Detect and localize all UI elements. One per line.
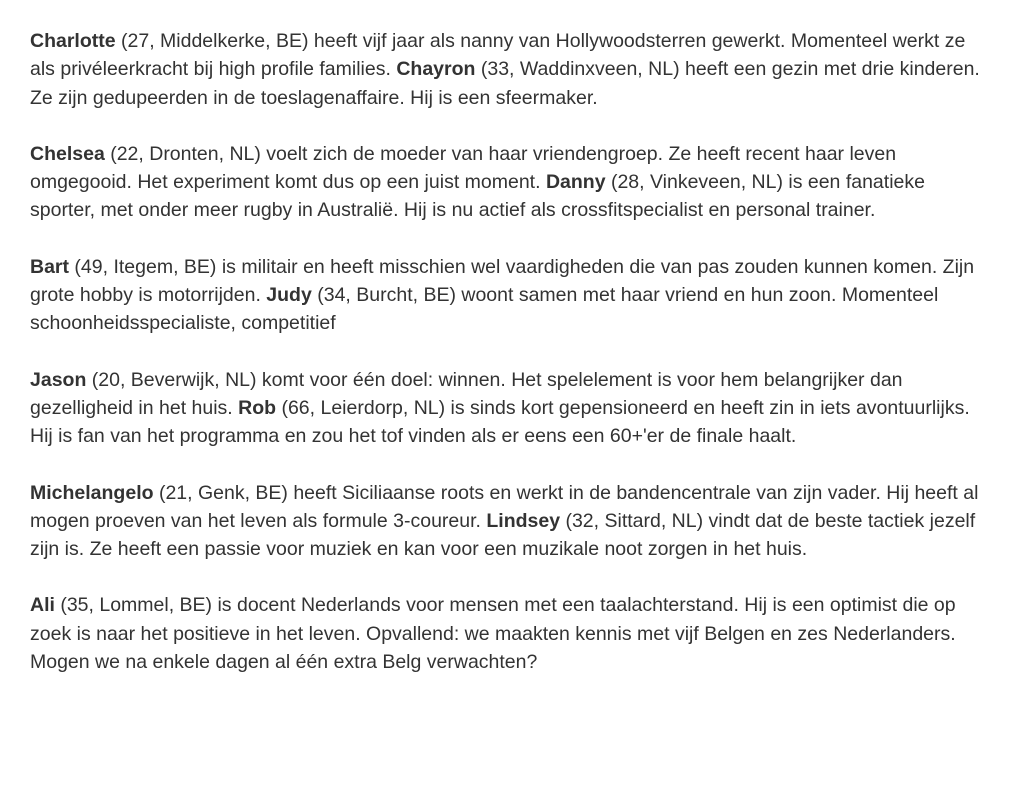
name-judy: Judy [266,284,312,307]
article-body [30,27,988,704]
bio-chelsea: (22, Dronten, NL) voelt zich de moeder van haar vriendengroep. Ze heeft recent haar leven omgegooid. Het experiment komt dus op een juist moment. [30,142,897,194]
paragraph-charlotte-chayron [30,27,988,112]
bio-ali: (35, Lommel, BE) is docent Nederlands voor mensen met een taalachterstand. Hij is een optimist die op zoek is naar het positieve in het leven. Opvallend: we maakten kennis met vijf Belgen en zes Nederlanders. Mogen we na enkele dagen al één extra Belg verwachten? [30,594,956,674]
name-rob: Rob [238,396,277,419]
name-danny: Danny [545,171,606,194]
paragraph-ali [30,591,988,676]
name-bart: Bart [30,255,70,278]
bio-danny: (28, Vinkeveen, NL) is een fanatieke sporter, met onder meer rugby in Australië. Hij is nu actief als crossfitspecialist en personal trainer. [30,171,925,222]
paragraph-michelangelo-lindsey [30,479,988,564]
name-charlotte: Charlotte [30,30,116,52]
bio-lindsey: (32, Sittard, NL) vindt dat de beste tactiek jezelf zijn is. Ze heeft een passie voor muziek en kan voor een muzikale noot zorgen in het huis. [30,509,976,561]
name-chelsea: Chelsea [30,142,105,165]
paragraph-bart-judy [30,253,988,338]
paragraph-jason-rob [30,366,988,451]
name-jason: Jason [30,368,87,391]
bio-rob: (66, Leierdorp, NL) is sinds kort gepensioneerd en heeft zin in iets avontuurlijks. Hij is fan van het programma en zou het tof vinden als er eens een 60+'er de finale haalt. [30,396,970,448]
bio-michelangelo: (21, Genk, BE) heeft Siciliaanse roots en werkt in de bandencentrale van zijn vader. Hij heeft al mogen proeven van het leven als formule 3-coureur. [30,481,979,532]
bio-jason: (20, Beverwijk, NL) komt voor één doel: winnen. Het spelelement is voor hem belangrijker dan gezelligheid in het huis. [30,368,903,419]
paragraph-chelsea-danny [30,140,988,225]
name-ali: Ali [30,594,55,617]
bio-chayron: (33, Waddinxveen, NL) heeft een gezin met drie kinderen. Ze zijn gedupeerden in de toeslagenaffaire. Hij is een sfeermaker. [30,58,980,109]
name-michelangelo: Michelangelo [30,481,154,504]
bio-bart: (49, Itegem, BE) is militair en heeft misschien wel vaardigheden die van pas zouden kunnen komen. Zijn grote hobby is motorrijden. [30,255,975,307]
bio-judy: (34, Burcht, BE) woont samen met haar vriend en hun zoon. Momenteel schoonheidsspecialiste, competitief [30,284,939,335]
bio-charlotte: (27, Middelkerke, BE) heeft vijf jaar als nanny van Hollywoodsterren gewerkt. Momenteel werkt ze als privéleerkracht bij high profile families. [30,30,966,81]
name-lindsey: Lindsey [486,509,561,532]
name-chayron: Chayron [396,58,476,81]
